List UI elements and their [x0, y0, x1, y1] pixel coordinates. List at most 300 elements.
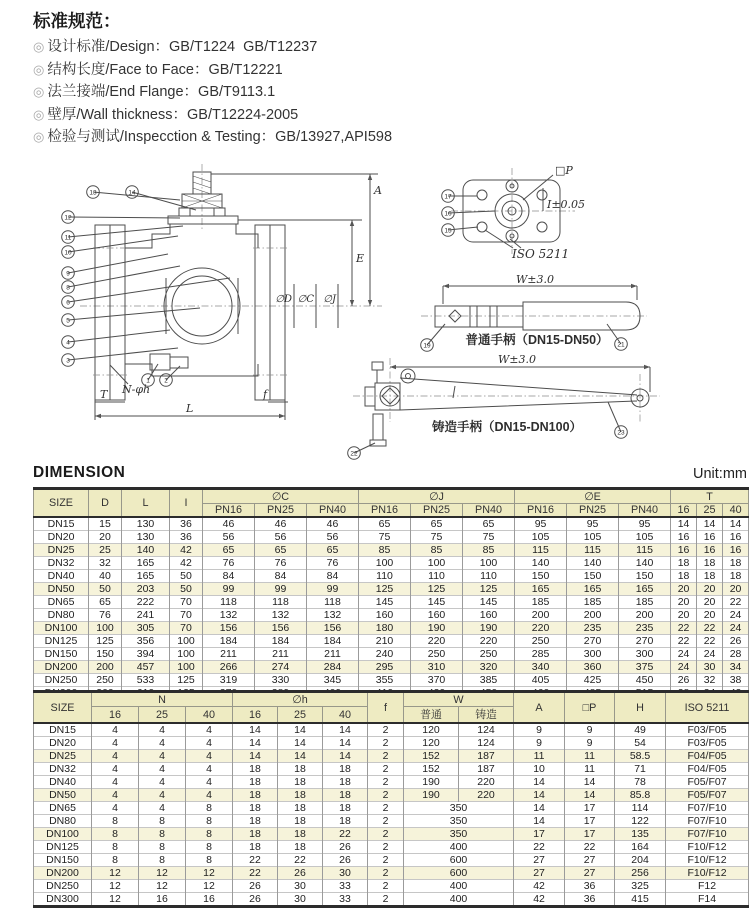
table-cell: 150	[567, 570, 619, 583]
table-cell: 100	[89, 622, 122, 635]
table-cell: 8	[92, 854, 139, 867]
table-cell: 105	[515, 531, 567, 544]
dim-label-E: E	[356, 252, 365, 265]
table-cell: 457	[122, 661, 170, 674]
unit-label: Unit:mm	[693, 466, 747, 482]
table-cell: 100	[170, 661, 203, 674]
table-cell: 140	[515, 557, 567, 570]
table-cell: 105	[619, 531, 671, 544]
table-cell: 2	[368, 828, 404, 841]
table-cell: DN65	[34, 802, 92, 815]
table-cell: 125	[463, 583, 515, 596]
table-cell: 17	[565, 802, 615, 815]
table-row	[34, 815, 749, 828]
table-cell: 187	[459, 750, 514, 763]
table-row	[34, 893, 749, 907]
part-balloon-number: 1	[146, 377, 150, 385]
table-cell: DN40	[34, 570, 89, 583]
table-cell: 65	[307, 544, 359, 557]
table-cell: 12	[139, 880, 186, 893]
table-cell: 36	[565, 893, 615, 907]
table-cell: 26	[323, 854, 368, 867]
table-row	[34, 531, 749, 544]
table-cell: DN200	[34, 661, 89, 674]
table-cell: 16	[671, 544, 697, 557]
table-row	[34, 517, 749, 531]
table-cell: 11	[514, 750, 565, 763]
table-cell: 18	[723, 570, 749, 583]
table-cell: 100	[170, 635, 203, 648]
table-cell: 32	[89, 557, 122, 570]
table-cell: 150	[89, 648, 122, 661]
table-cell: 235	[619, 622, 671, 635]
table-cell: DN65	[34, 596, 89, 609]
bullet-icon: ◎	[33, 39, 45, 54]
table-cell: 26	[278, 867, 323, 880]
col-t-sub: 16	[671, 504, 697, 518]
table-cell: 11	[565, 750, 615, 763]
col-i: I	[170, 489, 203, 518]
table-cell: 22	[565, 841, 615, 854]
table-cell: 49	[615, 723, 666, 737]
table-cell: 22	[723, 596, 749, 609]
col-pn: PN40	[463, 504, 515, 518]
table-cell: 140	[122, 544, 170, 557]
table-cell: 18	[671, 557, 697, 570]
table-cell: 84	[203, 570, 255, 583]
table-cell: 22	[671, 622, 697, 635]
table-row	[34, 570, 749, 583]
bullet-icon: ◎	[33, 61, 45, 77]
part-balloon-number: 16	[444, 210, 452, 218]
table-cell: 8	[92, 828, 139, 841]
table-row	[34, 648, 749, 661]
table-cell: 18	[233, 815, 278, 828]
table-cell: 250	[515, 635, 567, 648]
table-cell: 4	[92, 802, 139, 815]
part-balloon-number: 6	[66, 299, 70, 307]
table-cell: 26	[233, 880, 278, 893]
table-cell: 2	[368, 750, 404, 763]
table-cell: 300	[619, 648, 671, 661]
table-row	[34, 789, 749, 802]
part-balloon-number: 19	[423, 342, 431, 350]
dim-label-T: T	[100, 388, 108, 401]
part-balloon-number: 22	[350, 450, 358, 458]
table-cell: 18	[697, 557, 723, 570]
dim-label-dD: ∅D	[275, 294, 292, 305]
table-cell: 156	[255, 622, 307, 635]
table-row	[34, 854, 749, 867]
table-cell: 190	[411, 622, 463, 635]
table-cell: 30	[323, 867, 368, 880]
cast-handle-drawing	[345, 350, 665, 465]
table-cell: 50	[170, 583, 203, 596]
table-cell: 350	[404, 828, 514, 841]
table-cell: 24	[723, 622, 749, 635]
table-cell: DN200	[34, 867, 92, 880]
col-pn: PN40	[619, 504, 671, 518]
table-cell: 95	[619, 517, 671, 531]
standard-text: 检验与测试/Inspecction & Testing：GB/13927,API598	[47, 129, 393, 145]
table-cell: 4	[139, 776, 186, 789]
dimension-table-2	[33, 690, 749, 908]
col-w-cast: 铸造	[459, 707, 514, 724]
table-cell: 14	[233, 750, 278, 763]
table-cell: 110	[359, 570, 411, 583]
table-cell: 385	[463, 674, 515, 687]
table-cell: 18	[323, 802, 368, 815]
table-row	[34, 776, 749, 789]
table-cell: 115	[567, 544, 619, 557]
table-cell: 24	[697, 648, 723, 661]
col-a: A	[514, 692, 565, 724]
part-balloon-number: 11	[64, 234, 72, 242]
table-row	[34, 763, 749, 776]
table-cell: 204	[615, 854, 666, 867]
dim-label-dC: ∅C	[297, 294, 314, 305]
table-cell: 305	[122, 622, 170, 635]
table-cell: 360	[567, 661, 619, 674]
table-cell: 130	[122, 517, 170, 531]
table-cell: 2	[368, 880, 404, 893]
table-cell: 75	[463, 531, 515, 544]
table-cell: 14	[323, 723, 368, 737]
table-cell: 30	[278, 893, 323, 907]
table-cell: 190	[404, 789, 459, 802]
balloon-leader-line	[68, 266, 180, 287]
part-balloon-number: 5	[66, 317, 70, 325]
table-cell: 18	[278, 802, 323, 815]
table-row	[34, 841, 749, 854]
table-cell: DN50	[34, 789, 92, 802]
part-balloon-number: 2	[164, 377, 168, 385]
col-d: D	[89, 489, 122, 518]
table-cell: 211	[307, 648, 359, 661]
table-cell: 22	[278, 854, 323, 867]
table-cell: 46	[203, 517, 255, 531]
table-cell: 100	[170, 648, 203, 661]
table-cell: DN20	[34, 531, 89, 544]
balloon-leader-line	[68, 330, 170, 342]
plain-handle-label: 普通手柄（DN15-DN50）	[465, 333, 609, 347]
table-cell: 8	[139, 841, 186, 854]
table-cell: 38	[723, 674, 749, 687]
table-cell: 140	[619, 557, 671, 570]
table-cell: 2	[368, 854, 404, 867]
table-cell: 42	[170, 544, 203, 557]
col-pn: PN16	[359, 504, 411, 518]
table-cell: 110	[463, 570, 515, 583]
table-cell: 18	[233, 828, 278, 841]
table-cell: 340	[515, 661, 567, 674]
table-cell: 99	[307, 583, 359, 596]
table-cell: DN250	[34, 880, 92, 893]
dim-label-dJ: ∅J	[323, 294, 336, 305]
dim-label-bolt-holes: N-φh	[122, 383, 151, 396]
standard-text: 壁厚/Wall thickness：GB/T12224-2005	[47, 106, 299, 123]
col-f: f	[368, 692, 404, 724]
table-cell: 85	[359, 544, 411, 557]
table-cell: 26	[723, 635, 749, 648]
table-cell: 4	[186, 723, 233, 737]
table-cell: 4	[139, 737, 186, 750]
table-cell: 22	[233, 854, 278, 867]
table-cell: DN250	[34, 674, 89, 687]
table-cell: 125	[170, 674, 203, 687]
table-cell: 160	[359, 609, 411, 622]
table-cell: 130	[122, 531, 170, 544]
table-row	[34, 880, 749, 893]
table-cell: 4	[139, 723, 186, 737]
col-group-w: W	[404, 692, 514, 707]
col-group-c: ∅C	[203, 489, 359, 504]
table-cell: 115	[515, 544, 567, 557]
table-cell: 145	[463, 596, 515, 609]
balloon-leader-line	[68, 278, 230, 302]
table-cell: 165	[122, 557, 170, 570]
table-cell: 190	[404, 776, 459, 789]
table-cell: DN25	[34, 750, 92, 763]
table-cell: DN50	[34, 583, 89, 596]
table-cell: 30	[697, 661, 723, 674]
table-cell: 405	[515, 674, 567, 687]
part-balloon-number: 8	[66, 284, 70, 292]
table-cell: DN32	[34, 557, 89, 570]
table-cell: 14	[323, 737, 368, 750]
table-cell: F07/F10	[666, 802, 749, 815]
table-cell: 42	[170, 557, 203, 570]
standards-title: 标准规范：	[33, 11, 121, 31]
part-balloon-number: 15	[444, 227, 452, 235]
cast-handle-label: 铸造手柄（DN15-DN100）	[431, 420, 583, 434]
table-cell: 274	[255, 661, 307, 674]
table-cell: 356	[122, 635, 170, 648]
table-cell: 18	[671, 570, 697, 583]
table-cell: 16	[139, 893, 186, 907]
table-cell: 42	[514, 880, 565, 893]
table-cell: 600	[404, 854, 514, 867]
table-cell: 220	[515, 622, 567, 635]
table-cell: 14	[565, 776, 615, 789]
table-row	[34, 557, 749, 570]
standard-text: 设计标准/Design：GB/T1224 GB/T12237	[47, 39, 318, 55]
table-cell: 18	[278, 789, 323, 802]
table-cell: 9	[565, 723, 615, 737]
col-l: L	[122, 489, 170, 518]
table-cell: F05/F07	[666, 776, 749, 789]
table-cell: 533	[122, 674, 170, 687]
table-cell: 8	[186, 828, 233, 841]
table-cell: 400	[404, 841, 514, 854]
table-cell: 2	[368, 841, 404, 854]
table-cell: 2	[368, 763, 404, 776]
table-cell: 100	[411, 557, 463, 570]
plain-handle-drawing	[415, 272, 650, 356]
balloon-leader-line	[68, 236, 178, 252]
part-balloon-number: 10	[64, 249, 72, 257]
table-cell: 22	[697, 622, 723, 635]
table-cell: 2	[368, 776, 404, 789]
table-cell: 85	[411, 544, 463, 557]
col-size: SIZE	[34, 692, 92, 724]
table-cell: 4	[92, 776, 139, 789]
table-cell: 135	[615, 828, 666, 841]
table-cell: 284	[307, 661, 359, 674]
table-cell: 70	[170, 596, 203, 609]
col-pn: PN16	[515, 504, 567, 518]
table-cell: 150	[619, 570, 671, 583]
table-cell: 8	[186, 815, 233, 828]
table-cell: 118	[307, 596, 359, 609]
col-pn-sub: 16	[233, 707, 278, 724]
col-h: H	[615, 692, 666, 724]
col-iso: ISO 5211	[666, 692, 749, 724]
table-cell: 124	[459, 723, 514, 737]
table-cell: DN150	[34, 648, 89, 661]
table-cell: 9	[514, 737, 565, 750]
table-cell: 42	[514, 893, 565, 907]
part-balloon-number: 23	[617, 429, 625, 437]
table-cell: 180	[359, 622, 411, 635]
table-cell: 54	[615, 737, 666, 750]
table-cell: 8	[186, 841, 233, 854]
table-cell: 84	[255, 570, 307, 583]
table-cell: 16	[186, 893, 233, 907]
table-cell: 350	[404, 802, 514, 815]
table-cell: 50	[170, 570, 203, 583]
balloon-leader-line	[68, 308, 200, 320]
col-group-j: ∅J	[359, 489, 515, 504]
table-cell: 33	[323, 880, 368, 893]
table-header	[34, 489, 749, 518]
dimension-title: DIMENSION	[33, 464, 126, 481]
table-cell: F07/F10	[666, 815, 749, 828]
table-cell: 65	[359, 517, 411, 531]
table-cell: 26	[233, 893, 278, 907]
table-cell: 132	[307, 609, 359, 622]
dim-label-P: □P	[555, 164, 573, 177]
table-row	[34, 867, 749, 880]
table-cell: 122	[615, 815, 666, 828]
table-cell: 14	[514, 815, 565, 828]
table-cell: 30	[278, 880, 323, 893]
table-cell: 4	[92, 723, 139, 737]
table-cell: 241	[122, 609, 170, 622]
table-cell: DN25	[34, 544, 89, 557]
table-cell: F14	[666, 893, 749, 907]
table-cell: 14	[323, 750, 368, 763]
col-pn: PN25	[411, 504, 463, 518]
table-cell: 4	[186, 750, 233, 763]
table-cell: 78	[615, 776, 666, 789]
table-cell: 110	[411, 570, 463, 583]
col-group-e: ∅E	[515, 489, 671, 504]
table-cell: 211	[203, 648, 255, 661]
table-cell: 76	[203, 557, 255, 570]
table-cell: 20	[697, 596, 723, 609]
table-cell: 160	[411, 609, 463, 622]
bullet-icon: ◎	[33, 129, 45, 144]
part-balloon-number: 12	[64, 214, 72, 222]
table-cell: 350	[404, 815, 514, 828]
table-row	[34, 583, 749, 596]
table-cell: 270	[619, 635, 671, 648]
part-balloon-number: 13	[89, 189, 97, 197]
table-cell: 355	[359, 674, 411, 687]
table-cell: 164	[615, 841, 666, 854]
table-cell: 18	[278, 776, 323, 789]
table-cell: 20	[723, 583, 749, 596]
col-group-t: T	[671, 489, 749, 504]
table-cell: 2	[368, 815, 404, 828]
table-cell: 8	[92, 841, 139, 854]
table-cell: 26	[671, 674, 697, 687]
table-cell: 18	[323, 763, 368, 776]
table-cell: 165	[567, 583, 619, 596]
table-cell: 20	[697, 583, 723, 596]
table-cell: 18	[233, 789, 278, 802]
table-cell: 18	[723, 557, 749, 570]
table-row	[34, 609, 749, 622]
standard-item	[33, 59, 653, 82]
table-cell: 4	[92, 763, 139, 776]
dim-label-L: L	[186, 402, 194, 415]
table-cell: 65	[463, 517, 515, 531]
table-cell: 75	[359, 531, 411, 544]
standard-item	[33, 36, 653, 59]
table-cell: 20	[671, 596, 697, 609]
table-cell: 14	[565, 789, 615, 802]
table-cell: 76	[89, 609, 122, 622]
table-cell: 415	[615, 893, 666, 907]
table-cell: 12	[186, 867, 233, 880]
table-cell: 20	[89, 531, 122, 544]
table-cell: 2	[368, 789, 404, 802]
table-cell: 18	[233, 763, 278, 776]
table-cell: 16	[697, 531, 723, 544]
table-cell: 40	[89, 570, 122, 583]
table-cell: 22	[323, 828, 368, 841]
table-cell: 325	[615, 880, 666, 893]
table-cell: 11	[565, 763, 615, 776]
table-cell: 99	[255, 583, 307, 596]
table-cell: 16	[723, 531, 749, 544]
table-cell: 184	[203, 635, 255, 648]
table-cell: 50	[89, 583, 122, 596]
table-cell: 124	[459, 737, 514, 750]
table-cell: 100	[463, 557, 515, 570]
table-cell: 156	[203, 622, 255, 635]
table-cell: F03/F05	[666, 723, 749, 737]
standard-item	[33, 81, 653, 104]
table-cell: DN100	[34, 622, 89, 635]
table-cell: 165	[122, 570, 170, 583]
table-cell: 9	[514, 723, 565, 737]
table-cell: 184	[307, 635, 359, 648]
table-cell: 20	[671, 609, 697, 622]
table-cell: 18	[278, 763, 323, 776]
table-cell: 99	[203, 583, 255, 596]
table-cell: 25	[89, 544, 122, 557]
table-cell: 46	[255, 517, 307, 531]
table-cell: 18	[233, 841, 278, 854]
table-cell: 220	[463, 635, 515, 648]
table-cell: 400	[404, 880, 514, 893]
col-pn-sub: 16	[92, 707, 139, 724]
table-cell: 10	[514, 763, 565, 776]
table-cell: 145	[411, 596, 463, 609]
